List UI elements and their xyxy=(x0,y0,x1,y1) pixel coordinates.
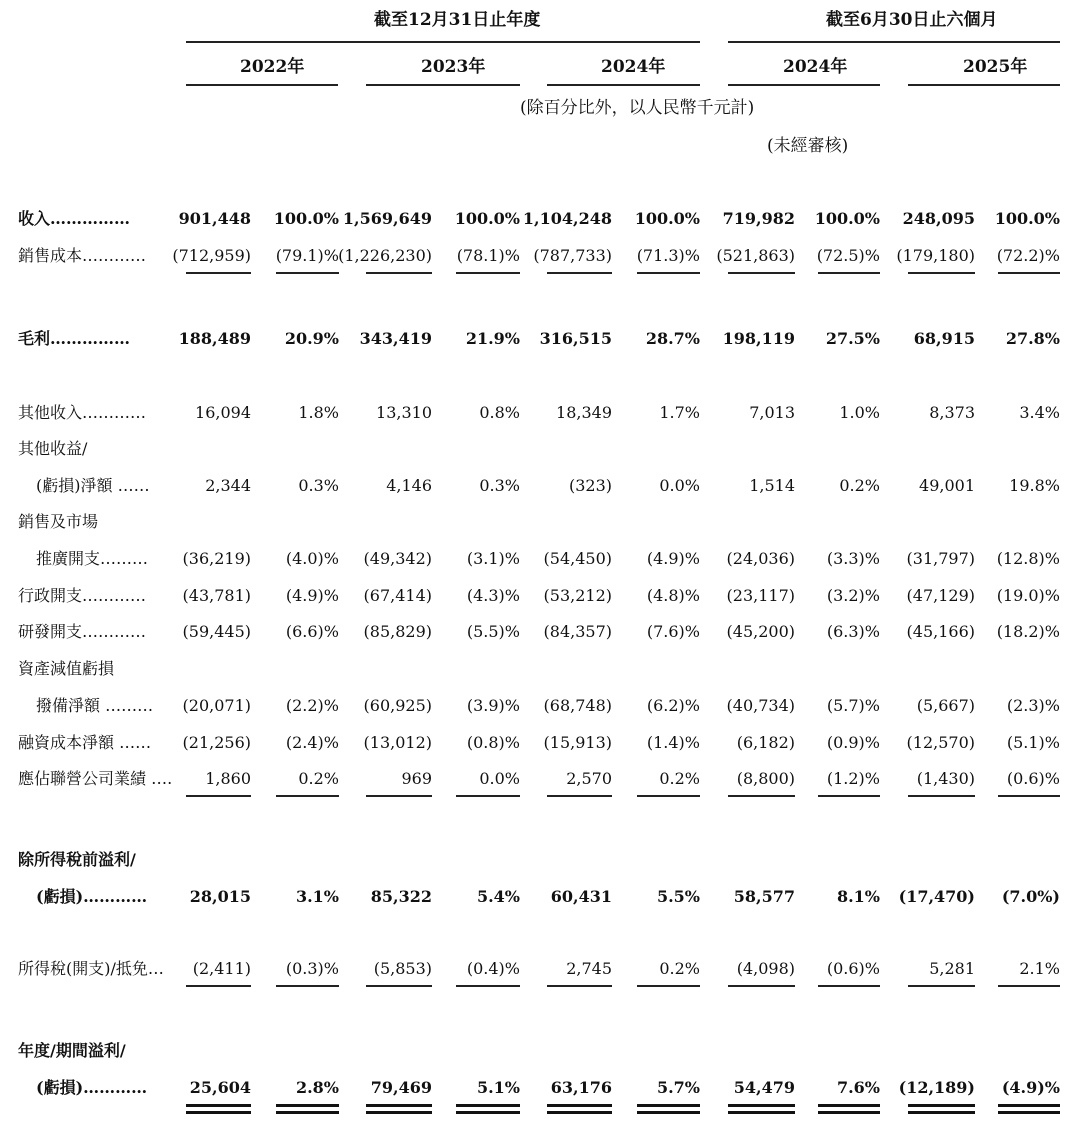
cell-value: 1.8% xyxy=(298,403,339,422)
subtotal-underline xyxy=(456,272,520,274)
subtotal-underline xyxy=(186,272,251,274)
cell-value: (60,925) xyxy=(363,696,432,715)
cell-value: (1,430) xyxy=(916,769,975,788)
cell-value: 16,094 xyxy=(195,403,251,422)
cell-value: (45,166) xyxy=(906,622,975,641)
cell-value: 0.3% xyxy=(479,476,520,495)
cell-value: (6.2)% xyxy=(646,696,700,715)
cell-value: 2.1% xyxy=(1019,959,1060,978)
cell-value: (2.4)% xyxy=(285,733,339,752)
total-double-underline xyxy=(908,1104,975,1107)
cell-value: 0.0% xyxy=(479,769,520,788)
cell-value: (1.2)% xyxy=(826,769,880,788)
total-double-underline xyxy=(276,1111,339,1114)
cell-value: (43,781) xyxy=(182,586,251,605)
year-header-2024: 2024年 xyxy=(601,57,666,77)
cell-value: 58,577 xyxy=(733,887,795,906)
cell-value: 100.0% xyxy=(273,209,339,228)
cell-value: (13,012) xyxy=(363,733,432,752)
row-label: (虧損)………… xyxy=(36,1078,148,1097)
cell-value: 3.1% xyxy=(295,887,339,906)
cell-value: 5.5% xyxy=(656,887,700,906)
cell-value: (6.6)% xyxy=(285,622,339,641)
cell-value: (12,570) xyxy=(906,733,975,752)
cell-value: 18,349 xyxy=(556,403,612,422)
cell-value: 5.1% xyxy=(476,1078,520,1097)
total-double-underline xyxy=(998,1111,1060,1114)
subtotal-underline xyxy=(547,272,612,274)
cell-value: (6,182) xyxy=(736,733,795,752)
unaudited-note: (未經審核) xyxy=(767,136,849,156)
cell-value: 20.9% xyxy=(284,329,339,348)
year-header-2024-h1: 2024年 xyxy=(783,57,848,77)
cell-value: (85,829) xyxy=(363,622,432,641)
cell-value: (4.8)% xyxy=(646,586,700,605)
cell-value: (47,129) xyxy=(906,586,975,605)
total-double-underline xyxy=(818,1111,880,1114)
cell-value: 316,515 xyxy=(539,329,612,348)
row-label: 推廣開支……… xyxy=(36,549,149,568)
year-underline-2022 xyxy=(186,84,338,86)
cell-value: 8,373 xyxy=(929,403,975,422)
row-label: 銷售成本………… xyxy=(18,246,147,265)
subtotal-underline xyxy=(547,985,612,987)
subtotal-underline xyxy=(186,795,251,797)
cell-value: 0.2% xyxy=(839,476,880,495)
cell-value: (24,036) xyxy=(726,549,795,568)
cell-value: 0.8% xyxy=(479,403,520,422)
cell-value: 2,745 xyxy=(566,959,612,978)
cell-value: 0.3% xyxy=(298,476,339,495)
year-header-2022: 2022年 xyxy=(240,57,305,77)
cell-value: (2.2)% xyxy=(285,696,339,715)
cell-value: (5,853) xyxy=(373,959,432,978)
cell-value: (4,098) xyxy=(736,959,795,978)
subtotal-underline xyxy=(456,795,520,797)
cell-value: 1,860 xyxy=(205,769,251,788)
cell-value: 27.5% xyxy=(825,329,880,348)
total-double-underline xyxy=(637,1104,700,1107)
cell-value: (15,913) xyxy=(543,733,612,752)
cell-value: (40,734) xyxy=(726,696,795,715)
group-header-fiscal-year: 截至12月31日止年度 xyxy=(374,10,541,30)
cell-value: (521,863) xyxy=(716,246,795,265)
row-label: 除所得稅前溢利/ xyxy=(18,850,136,869)
cell-value: (0.3)% xyxy=(285,959,339,978)
total-double-underline xyxy=(547,1104,612,1107)
cell-value: (59,445) xyxy=(182,622,251,641)
cell-value: 2,344 xyxy=(205,476,251,495)
subtotal-underline xyxy=(276,272,339,274)
cell-value: 719,982 xyxy=(722,209,795,228)
subtotal-underline xyxy=(186,985,251,987)
cell-value: (67,414) xyxy=(363,586,432,605)
cell-value: 4,146 xyxy=(386,476,432,495)
cell-value: (323) xyxy=(568,476,612,495)
cell-value: 100.0% xyxy=(454,209,520,228)
row-label: 其他收入………… xyxy=(18,403,147,422)
subtotal-underline xyxy=(547,795,612,797)
subtotal-underline xyxy=(366,272,432,274)
cell-value: (49,342) xyxy=(363,549,432,568)
row-label: 行政開支………… xyxy=(18,586,147,605)
cell-value: 1.7% xyxy=(659,403,700,422)
cell-value: 188,489 xyxy=(178,329,251,348)
cell-value: (2.3)% xyxy=(1006,696,1060,715)
subtotal-underline xyxy=(908,795,975,797)
cell-value: (3.1)% xyxy=(466,549,520,568)
cell-value: 68,915 xyxy=(913,329,975,348)
cell-value: (4.0)% xyxy=(285,549,339,568)
total-double-underline xyxy=(818,1104,880,1107)
subtotal-underline xyxy=(998,795,1060,797)
cell-value: 248,095 xyxy=(902,209,975,228)
cell-value: 25,604 xyxy=(189,1078,251,1097)
cell-value: (8,800) xyxy=(736,769,795,788)
cell-value: (3.9)% xyxy=(466,696,520,715)
total-double-underline xyxy=(998,1104,1060,1107)
cell-value: 49,001 xyxy=(919,476,975,495)
cell-value: (179,180) xyxy=(896,246,975,265)
year-underline-2024 xyxy=(547,84,700,86)
cell-value: 63,176 xyxy=(550,1078,612,1097)
cell-value: (1.4)% xyxy=(646,733,700,752)
cell-value: (78.1)% xyxy=(456,246,520,265)
cell-value: 0.2% xyxy=(298,769,339,788)
total-double-underline xyxy=(728,1104,795,1107)
total-double-underline xyxy=(366,1104,432,1107)
year-header-2025-h1: 2025年 xyxy=(963,57,1028,77)
cell-value: (54,450) xyxy=(543,549,612,568)
total-double-underline xyxy=(276,1104,339,1107)
cell-value: 8.1% xyxy=(836,887,880,906)
cell-value: (4.9)% xyxy=(1001,1078,1060,1097)
cell-value: (20,071) xyxy=(182,696,251,715)
subtotal-underline xyxy=(276,985,339,987)
cell-value: (0.8)% xyxy=(466,733,520,752)
cell-value: (12.8)% xyxy=(996,549,1060,568)
cell-value: 969 xyxy=(401,769,432,788)
row-label: (虧損)淨額 …… xyxy=(36,476,150,495)
cell-value: (72.2)% xyxy=(996,246,1060,265)
cell-value: 1,514 xyxy=(749,476,795,495)
row-label: 應佔聯營公司業績 …. xyxy=(18,769,173,788)
cell-value: (3.2)% xyxy=(826,586,880,605)
cell-value: 100.0% xyxy=(994,209,1060,228)
cell-value: (0.6)% xyxy=(1006,769,1060,788)
row-label: 資產減值虧損 xyxy=(18,659,115,678)
subtotal-underline xyxy=(366,795,432,797)
cell-value: (0.6)% xyxy=(826,959,880,978)
cell-value: 7,013 xyxy=(749,403,795,422)
cell-value: (4.9)% xyxy=(646,549,700,568)
subtotal-underline xyxy=(637,795,700,797)
cell-value: 2,570 xyxy=(566,769,612,788)
cell-value: 13,310 xyxy=(376,403,432,422)
subtotal-underline xyxy=(998,985,1060,987)
cell-value: 100.0% xyxy=(634,209,700,228)
cell-value: (21,256) xyxy=(182,733,251,752)
cell-value: 5.7% xyxy=(656,1078,700,1097)
year-underline-2024-h1 xyxy=(728,84,880,86)
cell-value: (5.1)% xyxy=(1006,733,1060,752)
subtotal-underline xyxy=(637,272,700,274)
cell-value: (71.3)% xyxy=(636,246,700,265)
total-double-underline xyxy=(366,1111,432,1114)
row-label: 毛利…………… xyxy=(18,329,131,348)
row-label: 銷售及市場 xyxy=(18,512,99,531)
cell-value: (4.3)% xyxy=(466,586,520,605)
cell-value: (5.7)% xyxy=(826,696,880,715)
cell-value: 27.8% xyxy=(1005,329,1060,348)
cell-value: 198,119 xyxy=(722,329,795,348)
subtotal-underline xyxy=(728,985,795,987)
subtotal-underline xyxy=(366,985,432,987)
row-label: 其他收益/ xyxy=(18,439,88,458)
total-double-underline xyxy=(456,1111,520,1114)
cell-value: (36,219) xyxy=(182,549,251,568)
currency-note: (除百分比外，以人民幣千元計) xyxy=(520,98,755,118)
cell-value: 901,448 xyxy=(178,209,251,228)
cell-value: 1.0% xyxy=(839,403,880,422)
cell-value: 79,469 xyxy=(370,1078,432,1097)
cell-value: 60,431 xyxy=(550,887,612,906)
cell-value: (4.9)% xyxy=(285,586,339,605)
cell-value: (2,411) xyxy=(192,959,251,978)
total-double-underline xyxy=(728,1111,795,1114)
cell-value: 28,015 xyxy=(189,887,251,906)
subtotal-underline xyxy=(456,985,520,987)
cell-value: (6.3)% xyxy=(826,622,880,641)
cell-value: 2.8% xyxy=(295,1078,339,1097)
row-label: 撥備淨額 ……… xyxy=(36,696,154,715)
group-header-six-months: 截至6月30日止六個月 xyxy=(826,10,998,30)
cell-value: (0.9)% xyxy=(826,733,880,752)
cell-value: 7.6% xyxy=(836,1078,880,1097)
cell-value: 1,569,649 xyxy=(342,209,432,228)
cell-value: (1,226,230) xyxy=(338,246,432,265)
cell-value: (5.5)% xyxy=(466,622,520,641)
group-underline-six-months xyxy=(728,41,1060,43)
total-double-underline xyxy=(637,1111,700,1114)
row-label: 所得稅(開支)/抵免… xyxy=(18,959,164,978)
total-double-underline xyxy=(456,1104,520,1107)
cell-value: (3.3)% xyxy=(826,549,880,568)
cell-value: 100.0% xyxy=(814,209,880,228)
subtotal-underline xyxy=(908,272,975,274)
cell-value: (7.0%) xyxy=(1001,887,1060,906)
total-double-underline xyxy=(547,1111,612,1114)
year-underline-2025-h1 xyxy=(908,84,1060,86)
subtotal-underline xyxy=(818,985,880,987)
cell-value: 85,322 xyxy=(370,887,432,906)
year-header-2023: 2023年 xyxy=(421,57,486,77)
cell-value: (31,797) xyxy=(906,549,975,568)
cell-value: 343,419 xyxy=(359,329,432,348)
cell-value: 3.4% xyxy=(1019,403,1060,422)
row-label: (虧損)………… xyxy=(36,887,148,906)
total-double-underline xyxy=(908,1111,975,1114)
cell-value: 19.8% xyxy=(1009,476,1060,495)
cell-value: (45,200) xyxy=(726,622,795,641)
cell-value: (23,117) xyxy=(726,586,795,605)
cell-value: 0.0% xyxy=(659,476,700,495)
cell-value: (79.1)% xyxy=(275,246,339,265)
cell-value: (787,733) xyxy=(533,246,612,265)
cell-value: 21.9% xyxy=(465,329,520,348)
row-label: 年度/期間溢利/ xyxy=(18,1041,126,1060)
total-double-underline xyxy=(186,1111,251,1114)
subtotal-underline xyxy=(818,795,880,797)
cell-value: 1,104,248 xyxy=(522,209,612,228)
subtotal-underline xyxy=(728,272,795,274)
subtotal-underline xyxy=(998,272,1060,274)
cell-value: (19.0)% xyxy=(996,586,1060,605)
cell-value: 54,479 xyxy=(733,1078,795,1097)
subtotal-underline xyxy=(818,272,880,274)
cell-value: (17,470) xyxy=(898,887,975,906)
subtotal-underline xyxy=(276,795,339,797)
cell-value: (18.2)% xyxy=(996,622,1060,641)
cell-value: (53,212) xyxy=(543,586,612,605)
cell-value: (84,357) xyxy=(543,622,612,641)
cell-value: (72.5)% xyxy=(816,246,880,265)
cell-value: (12,189) xyxy=(898,1078,975,1097)
cell-value: 28.7% xyxy=(645,329,700,348)
row-label: 收入…………… xyxy=(18,209,131,228)
cell-value: 0.2% xyxy=(659,769,700,788)
cell-value: 0.2% xyxy=(659,959,700,978)
row-label: 融資成本淨額 …… xyxy=(18,733,152,752)
cell-value: (68,748) xyxy=(543,696,612,715)
row-label: 研發開支………… xyxy=(18,622,147,641)
subtotal-underline xyxy=(908,985,975,987)
cell-value: (712,959) xyxy=(172,246,251,265)
cell-value: (0.4)% xyxy=(466,959,520,978)
subtotal-underline xyxy=(637,985,700,987)
group-underline-fiscal xyxy=(186,41,700,43)
cell-value: (7.6)% xyxy=(646,622,700,641)
cell-value: 5,281 xyxy=(929,959,975,978)
subtotal-underline xyxy=(728,795,795,797)
year-underline-2023 xyxy=(366,84,520,86)
cell-value: 5.4% xyxy=(476,887,520,906)
total-double-underline xyxy=(186,1104,251,1107)
cell-value: (5,667) xyxy=(916,696,975,715)
